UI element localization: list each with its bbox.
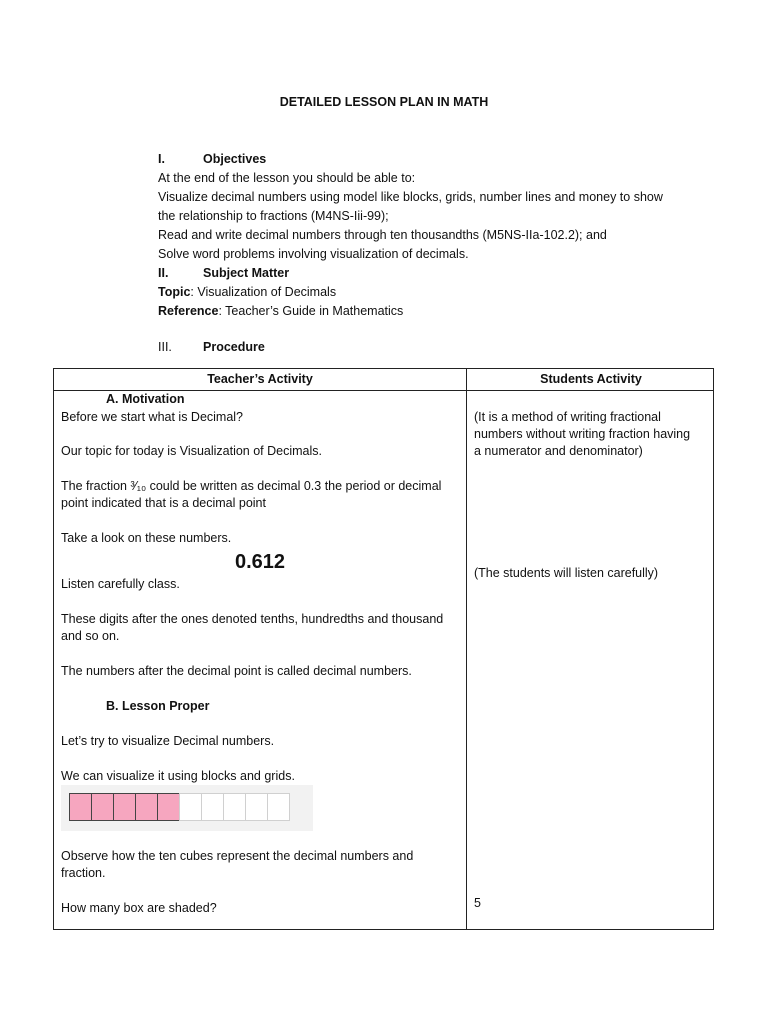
document-title: DETAILED LESSON PLAN IN MATH [279,95,489,109]
lesson-proper-heading: B. Lesson Proper [106,699,210,713]
objective-line: the relationship to fractions (M4NS-Iii-99); [158,209,389,223]
topic-value: : Visualization of Decimals [190,285,337,299]
teacher-activity-header: Teacher’s Activity [207,372,313,386]
shaded-block [157,793,180,821]
reference-label: Reference [158,304,219,318]
teacher-text: Before we start what is Decimal? [61,410,244,424]
teacher-text: Our topic for today is Visualization of Decimals. [61,444,322,458]
teacher-text: Let’s try to visualize Decimal numbers. [61,734,275,748]
students-activity-header: Students Activity [540,372,642,386]
teacher-text: Listen carefully class. [61,577,180,591]
objective-line: Solve word problems involving visualization of decimals. [158,247,469,261]
teacher-text: fraction. [61,866,106,880]
teacher-text: How many box are shaded? [61,901,217,915]
shaded-block [91,793,114,821]
shaded-block [113,793,136,821]
shaded-block [135,793,158,821]
student-response: numbers without writing fraction having [474,427,691,441]
subject-matter-numeral: II. [158,266,169,280]
teacher-text: and so on. [61,629,120,643]
student-response: 5 [474,896,481,910]
decimal-block-grid [69,793,289,821]
teacher-text: The fraction ³⁄₁₀ could be written as decimal 0.3 the period or decimal [61,479,442,493]
teacher-text: Observe how the ten cubes represent the decimal numbers and [61,849,414,863]
teacher-text: These digits after the ones denoted tenths, hundredths and thousand [61,612,444,626]
motivation-heading: A. Motivation [106,392,185,406]
reference-value: : Teacher’s Guide in Mathematics [218,304,404,318]
objectives-heading: Objectives [203,152,267,166]
teacher-text: We can visualize it using blocks and grids. [61,769,295,783]
empty-block [245,793,268,821]
teacher-text: Take a look on these numbers. [61,531,232,545]
empty-block [179,793,202,821]
column-divider [466,369,467,929]
objectives-section [158,150,698,321]
procedure-section [158,338,698,357]
procedure-numeral: III. [158,340,172,354]
example-decimal-number: 0.612 [235,551,286,573]
empty-block [223,793,246,821]
student-response: a numerator and denominator) [474,444,643,458]
teacher-text: The numbers after the decimal point is called decimal numbers. [61,664,412,678]
activity-table [53,368,714,930]
topic-label: Topic [158,285,191,299]
objective-line: Visualize decimal numbers using model like blocks, grids, number lines and money to show [158,190,663,204]
empty-block [201,793,224,821]
procedure-heading: Procedure [203,340,265,354]
student-response: (The students will listen carefully) [474,566,659,580]
empty-block [267,793,290,821]
objectives-intro: At the end of the lesson you should be able to: [158,171,416,185]
student-response: (It is a method of writing fractional [474,410,661,424]
shaded-block [69,793,92,821]
objective-line: Read and write decimal numbers through ten thousandths (M5NS-IIa-102.2); and [158,228,607,242]
teacher-text: point indicated that is a decimal point [61,496,266,510]
objectives-numeral: I. [158,152,165,166]
subject-matter-heading: Subject Matter [203,266,290,280]
